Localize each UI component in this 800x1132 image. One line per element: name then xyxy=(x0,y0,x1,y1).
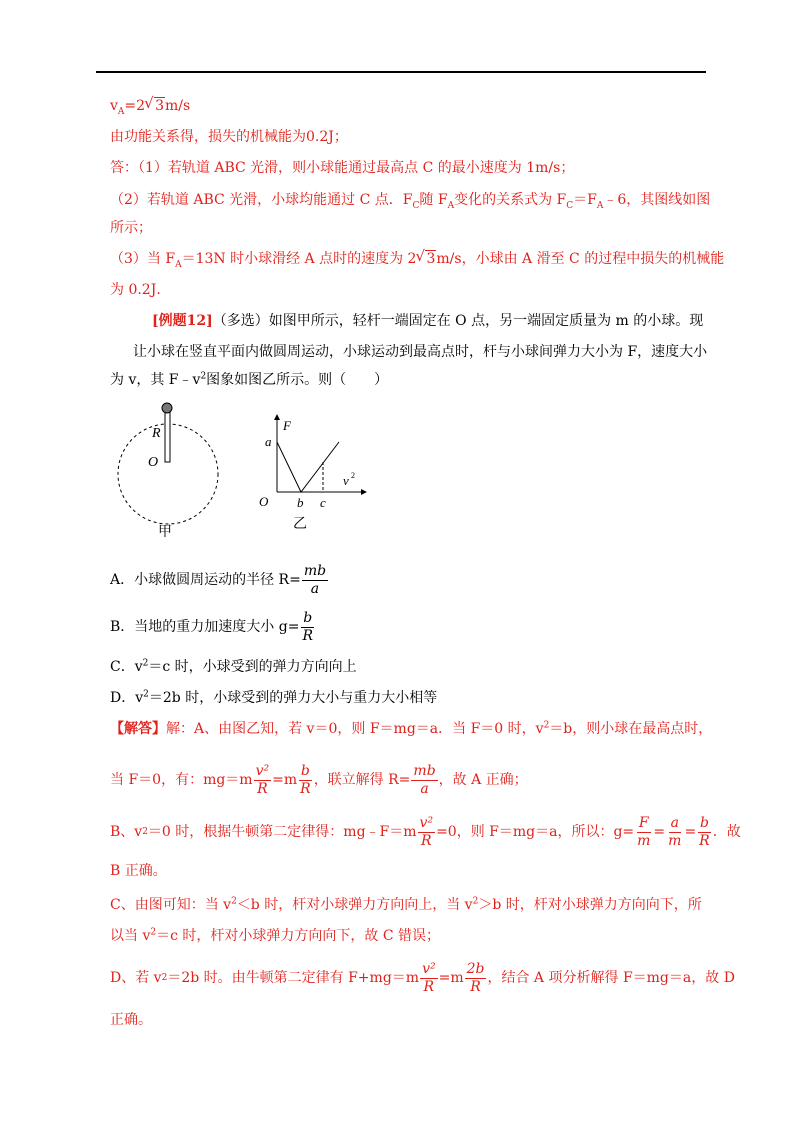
header-rule xyxy=(96,71,706,73)
option-A-fraction: $\frac{mb}{a}$ xyxy=(303,562,327,597)
answer-B-line-1: B、v 2 ＝0 时，根据牛顿第二定律得：mg﹣F＝m $\frac{\text{v²}}{R}$ =0，则 F＝mg＝a，所以：g= $\frac{F}{m}$ = $\frac{a}{m}$ = $\frac{b}{R}$ ．故 xyxy=(110,814,741,849)
option-B-fraction: $\frac{b}{R}$ xyxy=(302,609,313,644)
answer-B-line-2: B 正确。 xyxy=(110,863,167,879)
answer-3-line: （3）当 $F_A=13N$ 时小球滑经 A 点时的速度为 2√ 3m/s，小球由 A 滑至 C 的过程中损失的机械能 xyxy=(110,249,724,269)
caption-jia: 甲 xyxy=(158,524,172,540)
option-B[interactable]: B．当地的重力加速度大小 g= $\frac{b}{R}$ xyxy=(110,609,313,644)
label-c: c xyxy=(320,495,326,510)
answer-A-line-1: 【解答】解：A、由图乙知，若 v＝0，则 F＝mg＝a．当 F＝0 时，$v^2=b$，则小球在最高点时， xyxy=(110,720,713,737)
axis-F: F xyxy=(283,418,291,433)
answer-C-line-1: C、由图可知：当 $v^2<b$ 时，杆对小球弹力方向向上，当 $v^2>b$ 时，杆对小球弹力方向向下，所 xyxy=(110,896,702,913)
axis-v-sup: 2 xyxy=(351,471,355,480)
option-D[interactable]: D．$v^2=2b$ 时，小球受到的弹力大小与重力大小相等 xyxy=(110,689,438,706)
figure-jia xyxy=(110,396,235,544)
origin-O: O xyxy=(259,494,269,509)
example-line-3: 为 v，其 $F﹣v^2$图象如图乙所示。则（ ） xyxy=(110,371,389,388)
label-b: b xyxy=(297,495,304,510)
F-v2-graph xyxy=(255,412,375,532)
caption-yi: 乙 xyxy=(293,516,307,532)
answer-A-line-2: 当 F＝0，有：mg＝m $\frac{\text{v²}}{R}$ =m $\frac{b}{R}$ ，联立解得 R= $\frac{mb}{a}$ ，故 A 正确； xyxy=(110,762,528,797)
answer-D-line-1: D、若 v 2 ＝2b 时。由牛顿第二定律有 F+mg＝m $\frac{\text{v²}}{R}$ =m $\frac{2b}{R}$ ，结合 A 项分析解得 F＝mg＝a，故 D xyxy=(110,960,735,995)
option-C[interactable]: C．$v^2=c$ 时，小球受到的弹力方向向上 xyxy=(110,658,357,675)
answer-3-cont: 为 0.2J． xyxy=(110,282,171,298)
answer-2-line: （2）若轨道 ABC 光滑，小球均能通过 C 点．$F_C$随 $F_A$变化的关系式为 $F_C=F_A﹣6$，其图线如图 xyxy=(110,192,711,211)
label-R: R xyxy=(152,426,161,441)
example-label: [例题12] xyxy=(152,313,213,329)
circle-diagram xyxy=(110,396,235,544)
figure-yi xyxy=(255,412,375,532)
label-O: O xyxy=(148,455,159,470)
answer-D-line-2: 正确。 xyxy=(110,1012,152,1028)
example-line-1: [例题12]（多选）如图甲所示，轻杆一端固定在 O 点，另一端固定质量为 m 的小球。现 xyxy=(152,313,704,329)
axis-v: v xyxy=(343,473,349,488)
velocity-line: $v_A=2√$ 3m/s xyxy=(110,96,190,116)
example-line-2: 让小球在竖直平面内做圆周运动，小球运动到最高点时，杆与小球间弹力大小为 F，速度大小 xyxy=(133,344,708,360)
energy-loss-line: 由功能关系得，损失的机械能为0.2J； xyxy=(110,129,348,145)
answer-label: 【解答】 xyxy=(110,721,166,737)
answer-2-cont: 所示； xyxy=(110,220,152,236)
option-A[interactable]: A．小球做圆周运动的半径 R= $\frac{mb}{a}$ xyxy=(110,562,327,597)
label-a: a xyxy=(265,434,272,449)
answer-1-line: 答：（1）若轨道 ABC 光滑，则小球能通过最高点 C 的最小速度为 1m/s； xyxy=(110,160,575,176)
answer-C-line-2: 以当 $v^2=c$ 时，杆对小球弹力方向向下，故 C 错误； xyxy=(110,927,440,944)
